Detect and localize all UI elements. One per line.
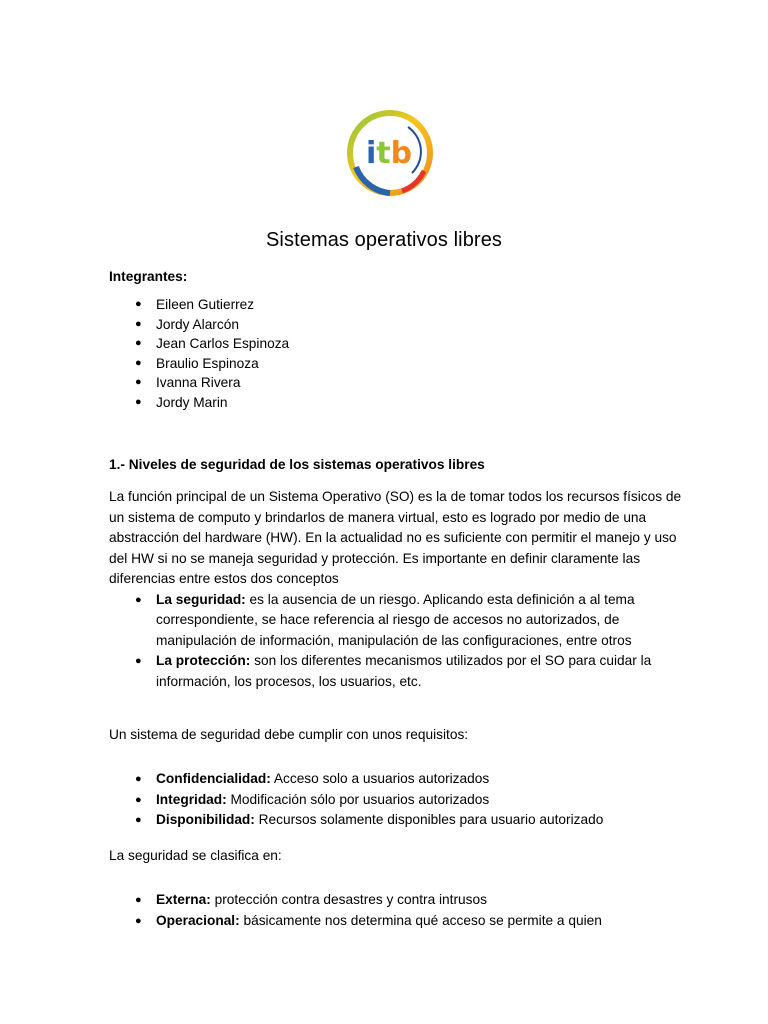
requirement-text: Recursos solamente disponibles para usuario autorizado: [254, 812, 604, 827]
classification-item: [109, 890, 698, 911]
member-name: Ivanna Rivera: [156, 375, 241, 390]
section-heading: 1.- Niveles de seguridad de los sistemas operativos libres: [109, 457, 485, 472]
intro-paragraph: La función principal de un Sistema Operativo (SO) es la de tomar todos los recursos físicos de un sistema de computo y brindarlos de manera virtual, esto es logrado por medio de una abstracción del hardware (HW). En la actualidad no es suficiente con permitir el manejo y uso del HW si no se maneja seguridad y protección. Es importante en definir claramente las diferencias entre estos dos conceptos: [109, 489, 682, 586]
member-name: Jordy Alarcón: [156, 316, 239, 332]
members-list: [109, 295, 698, 412]
bullet-icon: ●: [135, 894, 142, 906]
requirement-item: [109, 769, 698, 790]
svg-text:itb: itb: [365, 136, 413, 171]
bullet-icon: ●: [135, 395, 142, 408]
requirement-item: [109, 810, 698, 831]
requirement-text: Modificación sólo por usuarios autorizados: [226, 791, 490, 807]
requirement-term: Disponibilidad:: [156, 812, 255, 827]
requirement-term: Confidencialidad:: [156, 771, 271, 786]
concept-term: La seguridad:: [156, 591, 246, 607]
member-item: [109, 354, 698, 374]
concept-text: son los diferentes mecanismos utilizados por el SO para cuidar la información, los procesos, los usuarios, etc.: [156, 653, 652, 689]
classification-item: [109, 911, 698, 932]
bullet-icon: ●: [135, 793, 142, 806]
member-name: Braulio Espinoza: [156, 355, 259, 371]
requirement-item: [109, 790, 698, 811]
concept-text: es la ausencia de un riesgo. Aplicando esta definición a al tema correspondiente, se hace referencia al riesgo de accesos no autorizados, de manipulación de información, manipulación de las configuraciones, entre otros: [156, 591, 635, 648]
bullet-icon: ●: [135, 298, 142, 310]
requirements-intro: Un sistema de seguridad debe cumplir con unos requisitos:: [109, 727, 469, 742]
classification-term: Externa:: [156, 892, 211, 907]
bullet-icon: ●: [135, 914, 142, 927]
bullet-icon: ●: [135, 593, 142, 606]
bullet-icon: ●: [135, 356, 142, 369]
concepts-list: [109, 590, 698, 693]
concept-item: [109, 651, 698, 692]
concept-term: La protección:: [156, 653, 251, 668]
classification-intro: La seguridad se clasifica en:: [109, 848, 282, 863]
requirement-term: Integridad:: [156, 791, 227, 807]
bullet-icon: ●: [135, 317, 142, 330]
member-name: Jordy Marin: [156, 394, 228, 410]
classification-text: básicamente nos determina qué acceso se permite a quien: [239, 912, 602, 928]
requirement-text: Acceso solo a usuarios autorizados: [270, 771, 490, 786]
concept-item: [109, 590, 698, 652]
itb-logo: [344, 107, 436, 199]
bullet-icon: ●: [135, 337, 142, 349]
bullet-icon: ●: [135, 655, 142, 667]
member-item: [109, 373, 698, 393]
member-item: [109, 295, 698, 315]
classification-term: Operacional:: [156, 912, 240, 928]
requirements-list: [109, 769, 698, 831]
members-heading: Integrantes:: [109, 269, 188, 284]
document-title: Sistemas operativos libres: [265, 229, 503, 251]
bullet-icon: ●: [135, 773, 142, 785]
member-item: [109, 393, 698, 413]
member-name: Eileen Gutierrez: [156, 297, 255, 312]
member-item: [109, 334, 698, 354]
member-name: Jean Carlos Espinoza: [156, 336, 290, 351]
classification-list: [109, 890, 698, 931]
bullet-icon: ●: [135, 376, 142, 388]
bullet-icon: ●: [135, 814, 142, 826]
member-item: [109, 315, 698, 335]
classification-text: protección contra desastres y contra intrusos: [210, 892, 487, 907]
section-body: [109, 487, 698, 692]
